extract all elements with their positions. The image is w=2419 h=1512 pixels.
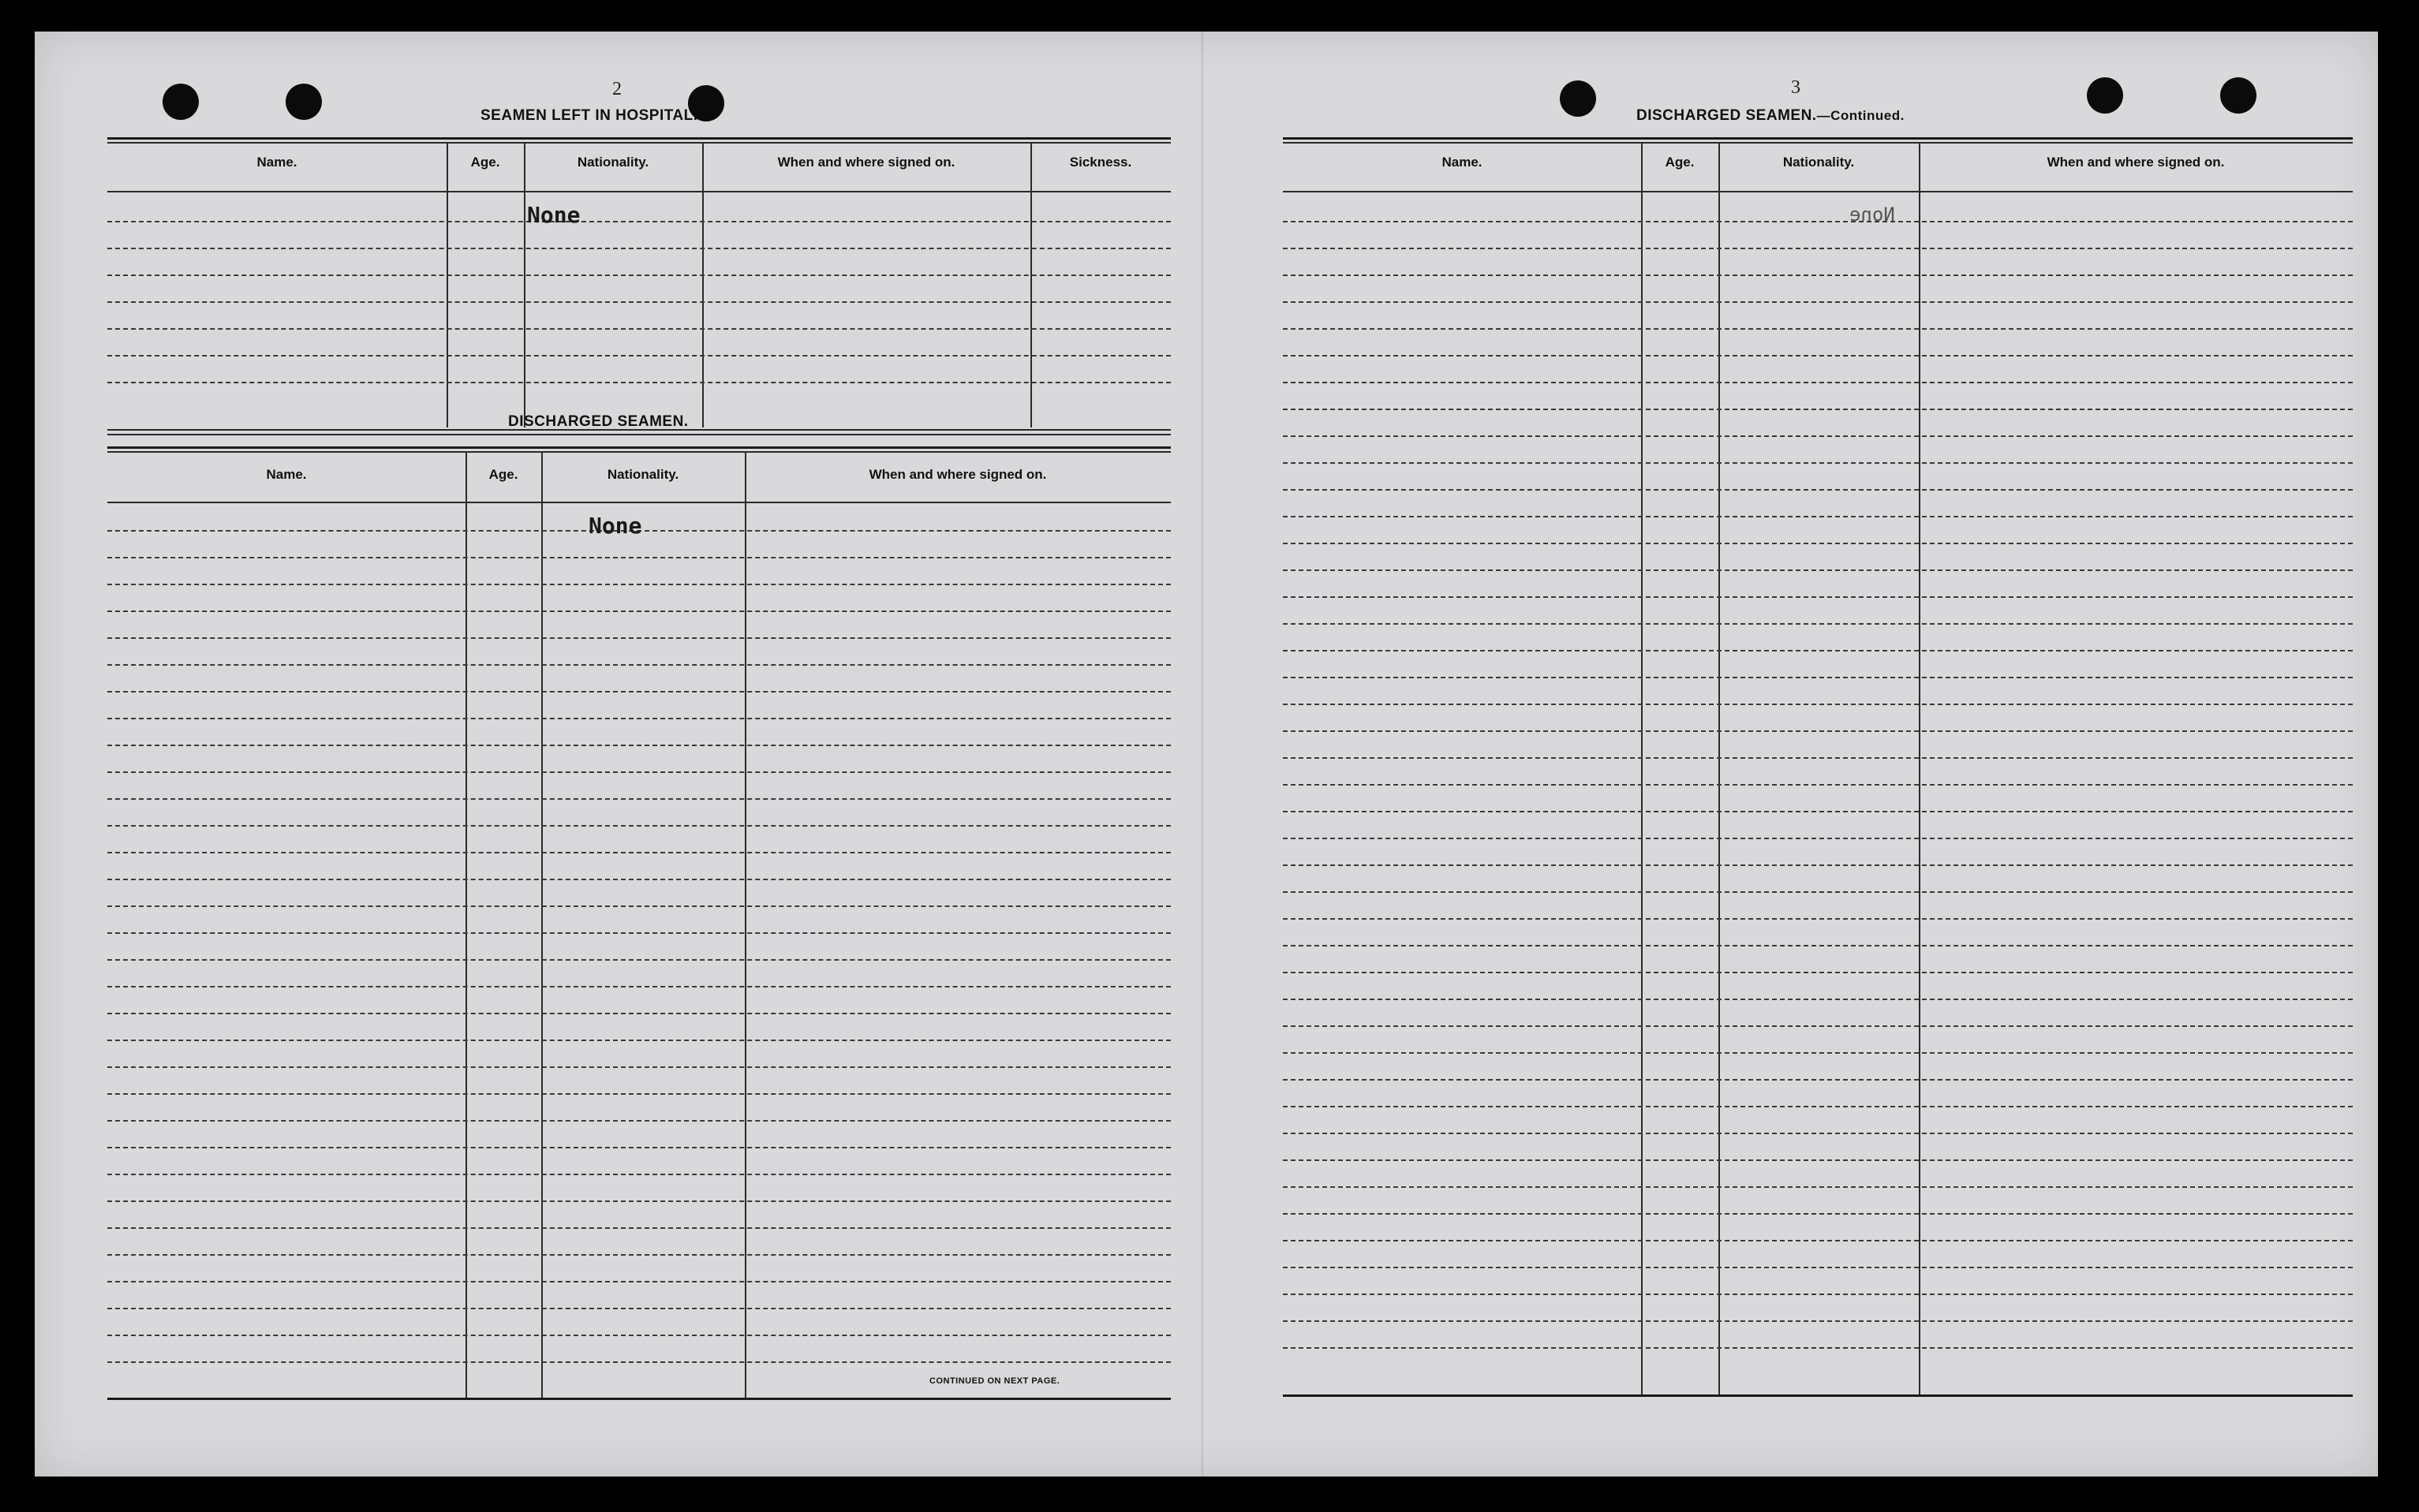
ruled-line: [1283, 650, 2353, 651]
ruled-line: [107, 852, 1171, 853]
table-rule: [107, 191, 1171, 192]
discharged-entry: None: [589, 513, 642, 539]
punch-hole: [2220, 77, 2256, 114]
hospital-entry: None: [527, 202, 581, 228]
ruled-line: [1283, 918, 2353, 920]
col-name: Name.: [256, 155, 297, 170]
col-nationality: Nationality.: [607, 467, 679, 482]
table-rule: [107, 434, 1171, 435]
ruled-line: [1283, 409, 2353, 410]
ruled-line: [1283, 623, 2353, 625]
col-divider: [465, 451, 467, 1398]
ruled-line: [107, 879, 1171, 880]
ruled-line: [1283, 328, 2353, 330]
col-divider: [524, 142, 525, 427]
ruled-line: [107, 248, 1171, 249]
col-sickness: Sickness.: [1069, 155, 1132, 170]
ruled-line: [107, 664, 1171, 666]
ruled-line: [1283, 1347, 2353, 1349]
ruled-line: [107, 1227, 1171, 1229]
ruled-line: [1283, 435, 2353, 437]
col-divider: [702, 142, 704, 427]
ruled-line: [107, 959, 1171, 961]
ruled-line: [107, 274, 1171, 276]
col-signed-on: When and where signed on.: [869, 467, 1047, 482]
col-signed-on: When and where signed on.: [2047, 155, 2225, 170]
table-rule: [107, 451, 1171, 453]
ruled-line: [1283, 864, 2353, 866]
col-divider: [1718, 142, 1720, 1396]
table-rule: [107, 142, 1171, 144]
ruled-line: [1283, 704, 2353, 705]
col-divider: [447, 142, 448, 427]
ruled-line: [1283, 1267, 2353, 1268]
col-age: Age.: [470, 155, 500, 170]
ruled-line: [1283, 516, 2353, 517]
ruled-line: [1283, 1213, 2353, 1215]
ruled-line: [1283, 838, 2353, 839]
ruled-line: [1283, 301, 2353, 303]
hospital-section-title: SEAMEN LEFT IN HOSPITAL.: [480, 107, 698, 124]
table-rule: [1283, 191, 2353, 192]
col-age: Age.: [488, 467, 518, 482]
ruled-line: [107, 1308, 1171, 1309]
ruled-line: [107, 1013, 1171, 1014]
punch-hole: [286, 84, 322, 120]
table-rule: [107, 137, 1171, 140]
ruled-line: [1283, 1159, 2353, 1161]
ruled-line: [107, 1281, 1171, 1282]
ruled-line: [107, 1066, 1171, 1068]
ruled-line: [107, 932, 1171, 934]
ruled-line: [1283, 1106, 2353, 1107]
mirrored-entry: None: [1849, 203, 1895, 226]
ruled-line: [1283, 543, 2353, 544]
ruled-line: [1283, 999, 2353, 1000]
table-rule: [1283, 137, 2353, 140]
ruled-line: [107, 1361, 1171, 1363]
ruled-line: [1283, 677, 2353, 678]
col-divider: [541, 451, 543, 1398]
ruled-line: [1283, 1294, 2353, 1295]
ruled-line: [1283, 784, 2353, 786]
ruled-line: [107, 1200, 1171, 1202]
ruled-line: [1283, 1240, 2353, 1241]
ruled-line: [107, 905, 1171, 907]
ruled-line: [107, 355, 1171, 357]
ruled-line: [1283, 1025, 2353, 1027]
col-nationality: Nationality.: [577, 155, 649, 170]
ruled-line: [1283, 248, 2353, 249]
ruled-line: [107, 1040, 1171, 1041]
ruled-line: [1283, 730, 2353, 732]
ruled-line: [1283, 462, 2353, 464]
col-signed-on: When and where signed on.: [777, 155, 955, 170]
ruled-line: [107, 557, 1171, 558]
ruled-line: [1283, 1186, 2353, 1188]
ruled-line: [107, 771, 1171, 773]
ruled-line: [107, 610, 1171, 612]
ruled-line: [107, 1093, 1171, 1095]
page-number-right: 3: [1791, 77, 1800, 98]
ruled-line: [1283, 1052, 2353, 1054]
ruled-line: [107, 301, 1171, 303]
ruled-line: [1283, 972, 2353, 973]
ruled-line: [107, 328, 1171, 330]
ruled-line: [1283, 1320, 2353, 1322]
col-nationality: Nationality.: [1782, 155, 1855, 170]
ruled-line: [1283, 382, 2353, 383]
col-age: Age.: [1665, 155, 1695, 170]
ruled-line: [107, 584, 1171, 585]
ruled-line: [1283, 1079, 2353, 1081]
ruled-line: [107, 221, 1171, 222]
ruled-line: [1283, 221, 2353, 222]
ruled-line: [1283, 274, 2353, 276]
ruled-line: [107, 718, 1171, 719]
ruled-line: [1283, 489, 2353, 491]
ruled-line: [107, 986, 1171, 987]
punch-hole: [2087, 77, 2123, 114]
ruled-line: [1283, 569, 2353, 571]
ruled-line: [1283, 891, 2353, 893]
table-rule: [1283, 1394, 2353, 1397]
document-sheet: [35, 32, 2378, 1477]
ruled-line: [107, 691, 1171, 693]
ruled-line: [107, 637, 1171, 639]
ruled-line: [1283, 811, 2353, 812]
ruled-line: [107, 798, 1171, 800]
table-rule: [1283, 142, 2353, 144]
col-name: Name.: [266, 467, 307, 482]
table-rule: [107, 446, 1171, 449]
ruled-line: [1283, 757, 2353, 759]
ruled-line: [1283, 1133, 2353, 1134]
discharged-continued-title: [1636, 107, 1905, 125]
table-rule: [107, 1398, 1171, 1400]
title-suffix: —Continued.: [1816, 108, 1905, 123]
col-divider: [1030, 142, 1032, 427]
ruled-line: [107, 745, 1171, 746]
title-text: DISCHARGED SEAMEN.: [1636, 107, 1817, 124]
discharged-section-title: DISCHARGED SEAMEN.: [508, 413, 689, 430]
ruled-line: [107, 382, 1171, 383]
punch-hole: [1560, 80, 1596, 117]
ruled-line: [1283, 596, 2353, 598]
continued-note: CONTINUED ON NEXT PAGE.: [929, 1376, 1060, 1386]
page-number-left: 2: [612, 79, 622, 99]
ruled-line: [107, 1174, 1171, 1175]
punch-hole: [163, 84, 199, 120]
table-rule: [107, 502, 1171, 503]
col-divider: [745, 451, 746, 1398]
col-divider: [1641, 142, 1643, 1396]
ruled-line: [107, 1147, 1171, 1148]
col-divider: [1919, 142, 1920, 1396]
center-fold: [1201, 32, 1204, 1477]
ruled-line: [1283, 945, 2353, 946]
ruled-line: [107, 825, 1171, 827]
ruled-line: [1283, 355, 2353, 357]
ruled-line: [107, 1335, 1171, 1336]
ruled-line: [107, 1254, 1171, 1256]
ruled-line: [107, 1120, 1171, 1122]
col-name: Name.: [1441, 155, 1482, 170]
